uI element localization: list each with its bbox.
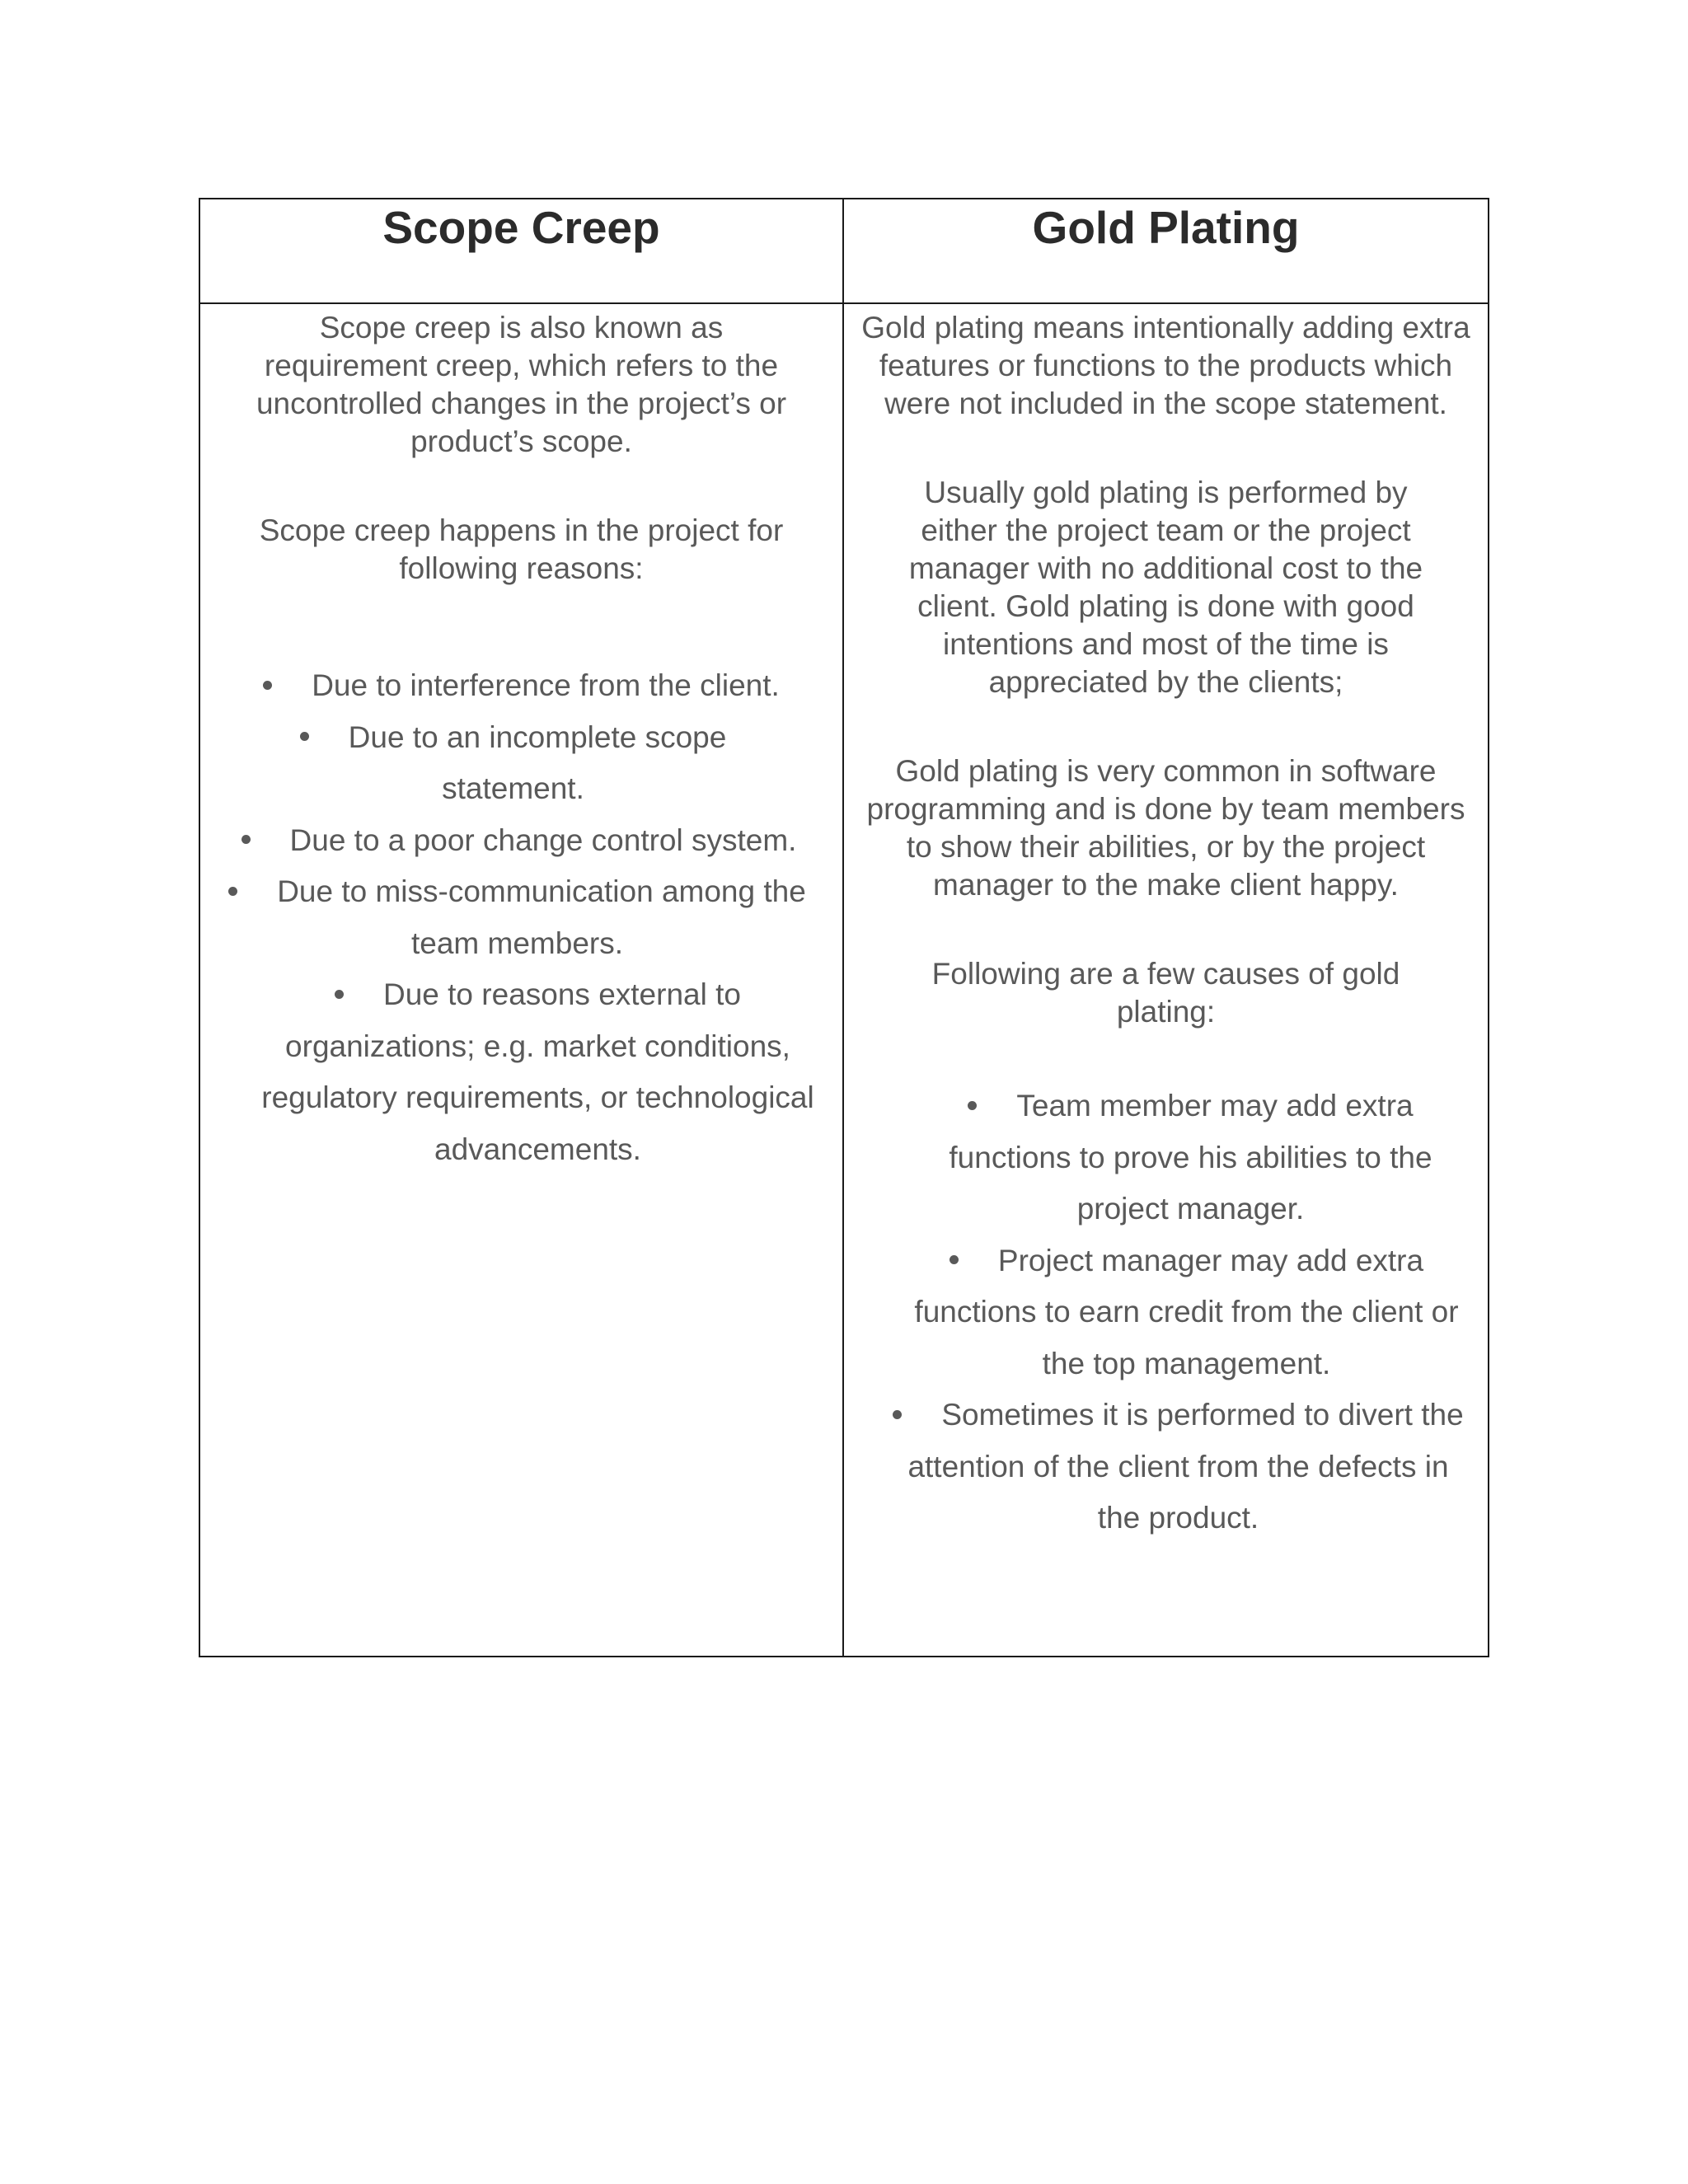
table-body-row	[199, 303, 1489, 1657]
bullet-icon	[263, 681, 272, 690]
gold-plating-cell	[843, 303, 1489, 1657]
bullet-icon	[241, 835, 251, 844]
list-item	[210, 815, 828, 867]
comparison-table	[199, 198, 1489, 1657]
scope-creep-definition: Scope creep is also known as requirement creep, which refers to the uncontrolled changes in the project’s or product’s scope.	[256, 311, 787, 458]
bullet-icon	[228, 887, 237, 896]
bullet-icon	[893, 1410, 902, 1419]
list-item-text: Sometimes it is performed to divert the attention of the client from the defects in the product.	[907, 1398, 1464, 1535]
list-item-text: Due to an incomplete scope statement.	[348, 719, 727, 805]
gold-plating-performer-paragraph: Usually gold plating is performed by either the project team or the project manager with no additional cost to the client. Gold plating is done with good intentions and most of the time is appreciated by the clients;	[908, 476, 1423, 699]
scope-creep-heading: Scope Creep	[199, 199, 843, 303]
list-item-text: Project manager may add extra functions to earn credit from the client or the top management.	[914, 1243, 1459, 1380]
bullet-icon	[968, 1101, 977, 1110]
table-header-row	[199, 199, 1489, 303]
gold-plating-heading: Gold Plating	[843, 199, 1489, 303]
bullet-icon	[300, 732, 309, 741]
list-item	[215, 969, 828, 1175]
scope-creep-reasons-list	[215, 660, 828, 1175]
gold-plating-causes-list	[857, 1080, 1475, 1544]
list-item	[857, 1080, 1475, 1235]
scope-creep-cell	[199, 303, 843, 1657]
list-item	[215, 866, 828, 969]
bullet-icon	[950, 1255, 959, 1264]
list-item	[857, 1235, 1475, 1390]
bullet-icon	[335, 990, 344, 999]
list-item-text: Due to a poor change control system.	[289, 823, 797, 857]
list-item	[215, 660, 828, 712]
list-item	[215, 712, 828, 815]
gold-plating-definition: Gold plating means intentionally adding extra features or functions to the products which were not included in the scope statement.	[861, 311, 1470, 420]
list-item-text: Due to reasons external to organizations; e.g. market conditions, regulatory requirements, or technological advancements.	[261, 977, 814, 1166]
gold-plating-software-paragraph: Gold plating is very common in software programming and is done by team members to show their abilities, or by the project manager to the make client happy.	[866, 754, 1465, 902]
list-item	[857, 1390, 1475, 1544]
list-item-text: Team member may add extra functions to prove his abilities to the project manager.	[949, 1089, 1432, 1226]
list-item-text: Due to interference from the client.	[312, 668, 780, 702]
gold-plating-causes-intro: Following are a few causes of gold plating:	[931, 957, 1400, 1029]
list-item-text: Due to miss-communication among the team members.	[277, 874, 806, 960]
scope-creep-reasons-intro: Scope creep happens in the project for following reasons:	[259, 513, 784, 585]
